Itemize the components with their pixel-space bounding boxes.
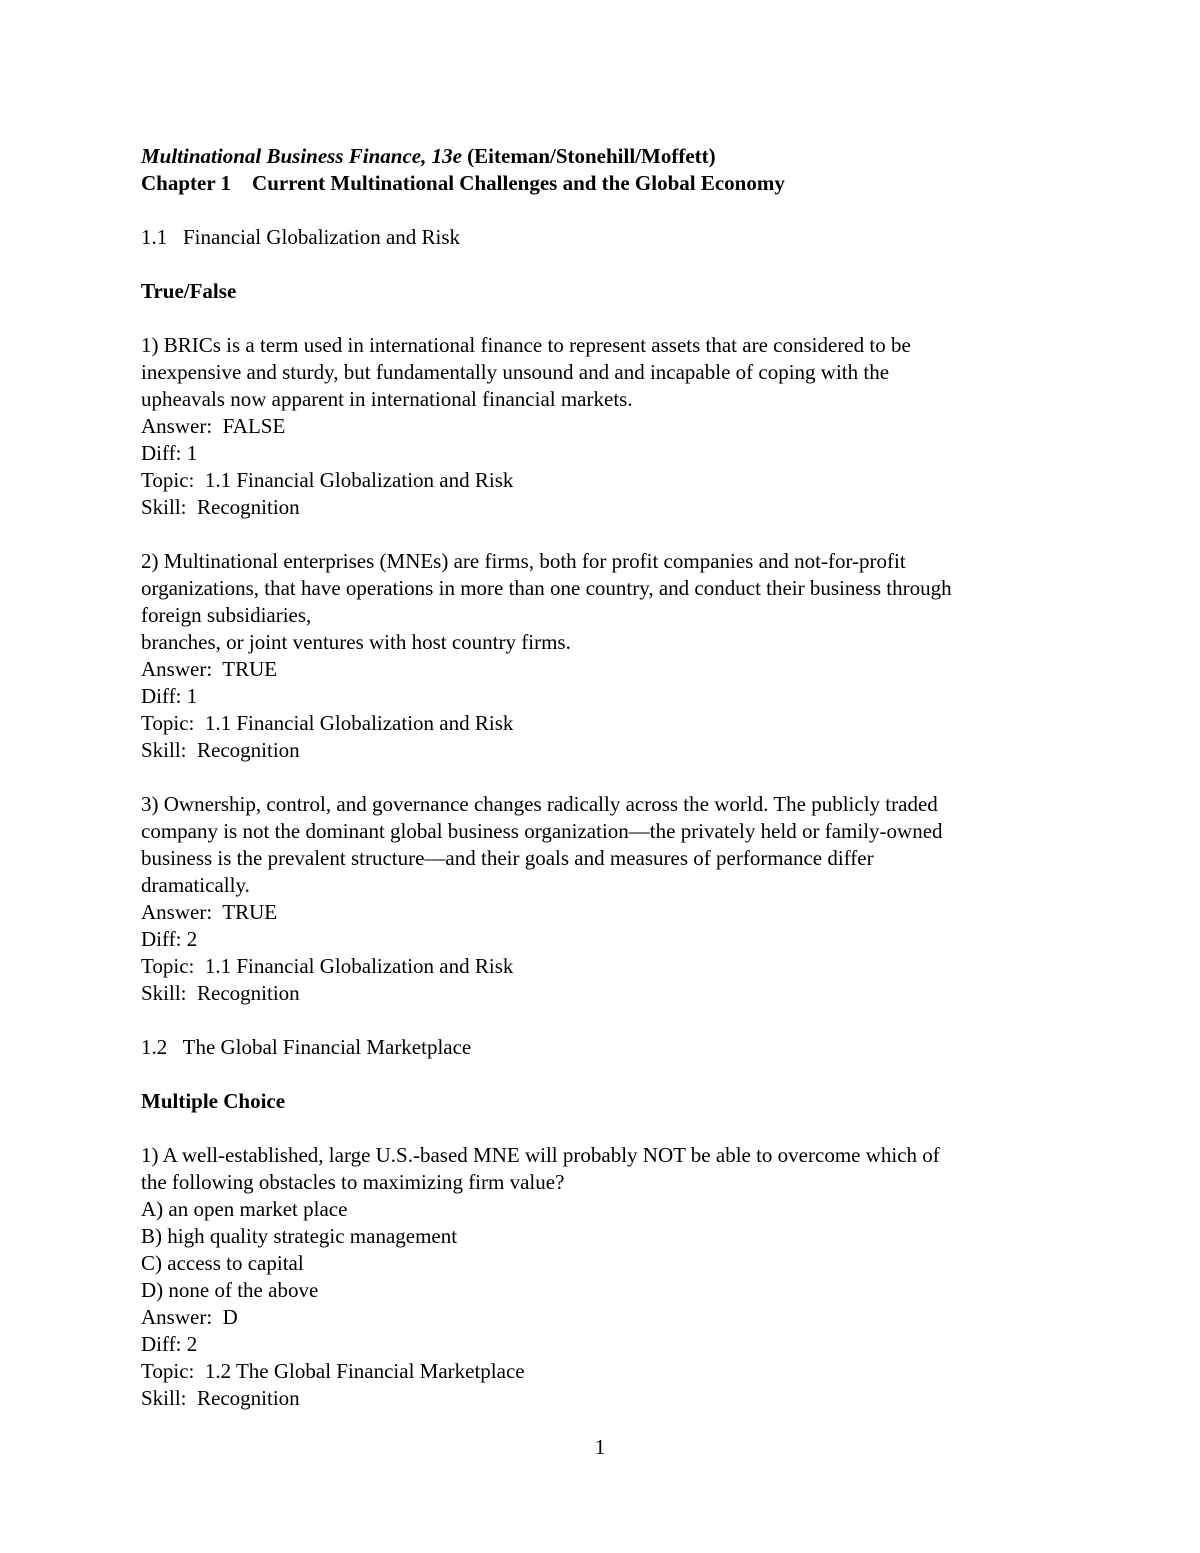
book-authors: (Eiteman/Stonehill/Moffett) — [461, 144, 716, 168]
question-type-heading: True/False — [141, 279, 237, 303]
question-text-line: company is not the dominant global business organization—the privately held or family-owned — [141, 819, 943, 843]
page-number: 1 — [594, 1435, 606, 1459]
question-answer: Answer: TRUE — [141, 657, 278, 681]
question-text-line: inexpensive and sturdy, but fundamentally unsound and and incapable of coping with the — [141, 360, 890, 384]
question-difficulty: Diff: 2 — [141, 927, 198, 951]
question-skill: Skill: Recognition — [141, 981, 300, 1005]
spacer — [141, 764, 1071, 791]
book-heading — [141, 143, 1071, 170]
spacer — [141, 521, 1071, 548]
question-text-line: organizations, that have operations in more than one country, and conduct their business through — [141, 576, 952, 600]
chapter-title: Chapter 1 Current Multinational Challenges and the Global Economy — [141, 171, 785, 195]
question-text-line: upheavals now apparent in international financial markets. — [141, 387, 633, 411]
question-answer: Answer: TRUE — [141, 900, 278, 924]
question-difficulty: Diff: 1 — [141, 441, 198, 465]
section-heading: 1.1 Financial Globalization and Risk — [141, 225, 461, 249]
section-heading: 1.2 The Global Financial Marketplace — [141, 1035, 472, 1059]
spacer — [141, 1007, 1071, 1034]
spacer — [141, 251, 1071, 278]
answer-option: C) access to capital — [141, 1251, 304, 1275]
question-text-line: 1) BRICs is a term used in international finance to represent assets that are considered to be — [141, 333, 911, 357]
answer-option: D) none of the above — [141, 1278, 319, 1302]
book-title: Multinational Business Finance, 13e — [141, 144, 462, 168]
question-topic: Topic: 1.1 Financial Globalization and Risk — [141, 711, 514, 735]
question-text-line: 1) A well-established, large U.S.-based MNE will probably NOT be able to overcome which of — [141, 1143, 940, 1167]
spacer — [141, 1061, 1071, 1088]
question-text-line: dramatically. — [141, 873, 250, 897]
question-difficulty: Diff: 1 — [141, 684, 198, 708]
question-type-heading: Multiple Choice — [141, 1089, 286, 1113]
spacer — [141, 1115, 1071, 1142]
spacer — [141, 197, 1071, 224]
question-topic: Topic: 1.1 Financial Globalization and Risk — [141, 954, 514, 978]
question-answer: Answer: FALSE — [141, 414, 286, 438]
question-difficulty: Diff: 2 — [141, 1332, 198, 1356]
answer-option: A) an open market place — [141, 1197, 348, 1221]
question-skill: Skill: Recognition — [141, 495, 300, 519]
question-text-line: the following obstacles to maximizing firm value? — [141, 1170, 565, 1194]
question-text-line: foreign subsidiaries, — [141, 603, 312, 627]
question-text-line: business is the prevalent structure—and their goals and measures of performance differ — [141, 846, 874, 870]
question-text-line: 3) Ownership, control, and governance changes radically across the world. The publicly traded — [141, 792, 938, 816]
question-skill: Skill: Recognition — [141, 738, 300, 762]
answer-option: B) high quality strategic management — [141, 1224, 458, 1248]
question-topic: Topic: 1.1 Financial Globalization and Risk — [141, 468, 514, 492]
question-block — [141, 548, 1071, 764]
question-block — [141, 1142, 1071, 1412]
question-topic: Topic: 1.2 The Global Financial Marketplace — [141, 1359, 525, 1383]
spacer — [141, 305, 1071, 332]
question-block — [141, 791, 1071, 1007]
question-text-line: 2) Multinational enterprises (MNEs) are firms, both for profit companies and not-for-profit — [141, 549, 906, 573]
question-skill: Skill: Recognition — [141, 1386, 300, 1410]
question-answer: Answer: D — [141, 1305, 238, 1329]
document-page — [141, 143, 1071, 1412]
question-block — [141, 332, 1071, 521]
question-text-line: branches, or joint ventures with host country firms. — [141, 630, 571, 654]
